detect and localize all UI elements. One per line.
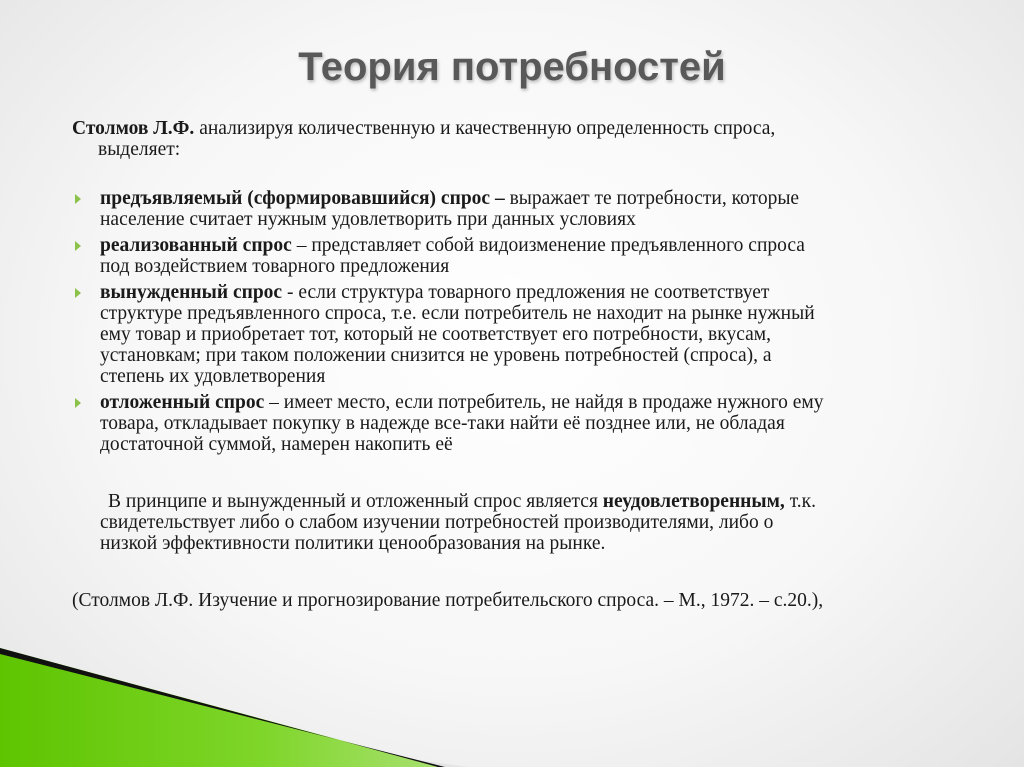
conclusion-text: т.к. <box>784 491 816 512</box>
bullet-term: реализованный спрос <box>100 235 292 256</box>
bullet-term: вынужденный спрос <box>100 282 283 303</box>
bullet-text: структуре предъявленного спроса, т.е. если потребитель не находит на рынке нужный <box>100 303 815 324</box>
intro-text-line2: выделяет: <box>98 139 181 160</box>
conclusion-text: В принципе и вынужденный и отложенный спрос является <box>108 491 603 512</box>
source-citation: (Столмов Л.Ф. Изучение и прогнозирование потребительского спроса. – М., 1972. – с.20.), <box>72 590 824 611</box>
bullet-term: предъявляемый (сформировавшийся) спрос – <box>100 188 505 209</box>
bullet-text: выражает те потребности, которые <box>504 188 800 209</box>
intro-author: Столмов Л.Ф. <box>72 118 195 139</box>
bullet-text: достаточной суммой, намерен накопить её <box>100 434 453 455</box>
conclusion-text: низкой эффективности политики ценообразования на рынке. <box>100 533 606 554</box>
intro-text-line1: анализируя количественную и качественную определенность спроса, <box>194 118 776 139</box>
bullet-text: – представляет собой видоизменение предъявленного спроса <box>291 235 805 256</box>
conclusion-bold: неудовлетворенным, <box>602 491 785 512</box>
slide-title: Теория потребностей <box>298 45 726 89</box>
bullet-term: отложенный спрос <box>100 392 265 413</box>
bullet-text: степень их удовлетворения <box>100 366 326 387</box>
conclusion-text: свидетельствует либо о слабом изучении потребностей производителями, либо о <box>100 512 774 533</box>
bullet-text: товара, откладывает покупку в надежде все-таки найти её позднее или, не обладая <box>100 413 785 434</box>
bullet-text: - если структура товарного предложения не соответствует <box>282 282 770 303</box>
bullet-text: население считает нужным удовлетворить при данных условиях <box>100 209 636 230</box>
bullet-text: – имеет место, если потребитель, не найдя в продаже нужного ему <box>264 392 824 413</box>
bullet-text: ему товар и приобретает тот, который не соответствует его потребности, вкусам, <box>100 324 771 345</box>
bullet-text: установкам; при таком положении снизится не уровень потребностей (спроса), а <box>100 345 772 366</box>
bullet-text: под воздействием товарного предложения <box>100 256 450 277</box>
